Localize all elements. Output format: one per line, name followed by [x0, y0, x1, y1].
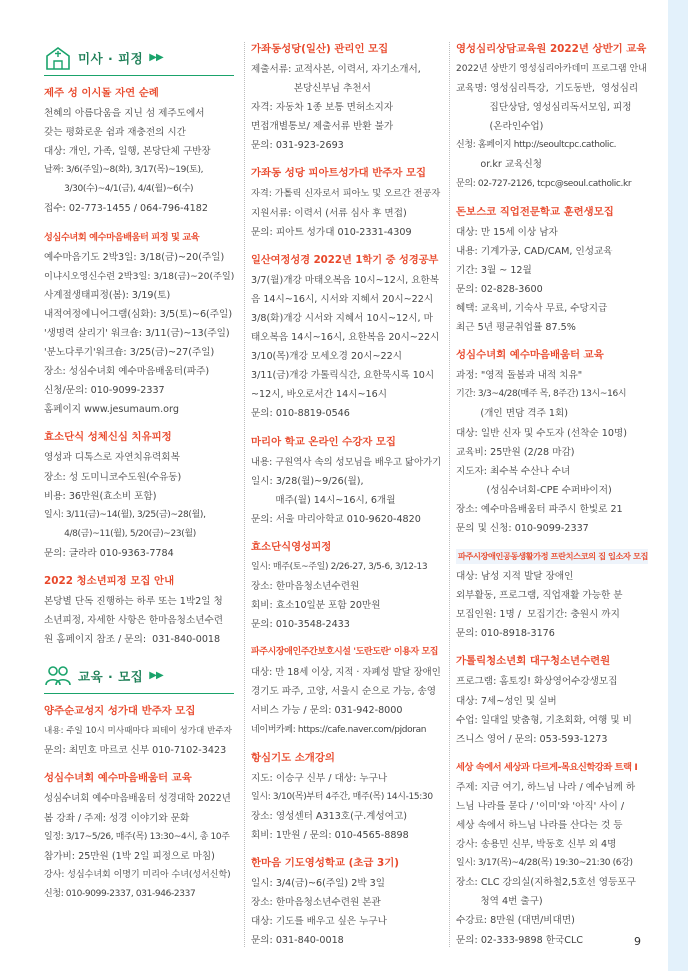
notice-item [44, 704, 234, 760]
notice-line: 최근 5년 평균취업률 87.5% [456, 322, 576, 334]
notice-line: 태오복음 14시~16시, 요한복음 20시~22시 [251, 332, 440, 344]
notice-line: 면접개별통보/ 제출서류 반환 불가 [251, 121, 394, 133]
notice-line: 수업: 일대일 맞춤형, 기초회화, 여행 및 비 [456, 714, 632, 726]
notice-line: 참가비: 25만원 (1박 2일 피정으로 마침) [44, 850, 215, 862]
notice-line: 3/7(월)개강 마태오복음 10시~12시, 요한복 [251, 274, 440, 286]
notice-line: '분노다루기'워크숍: 3/25(금)~27(주일) [44, 347, 215, 359]
notice-item [456, 760, 648, 950]
notice-line: 장소: 예수마음배움터 파주시 한빛로 21 [456, 503, 623, 515]
notice-title: 제주 성 이시돌 자연 순례 [44, 87, 159, 99]
notice-line: 일정: 3/17~5/26, 매주(목) 13:30~4시, 총 10주 [44, 831, 230, 842]
notice-line: 일시: 매주(토~주일) 2/26-27, 3/5-6, 3/12-13 [251, 561, 428, 572]
notice-line: 대상: 기도를 배우고 싶은 누구나 [251, 916, 387, 928]
arrow-icons: ▶▶ [149, 52, 163, 63]
notice-item [251, 856, 441, 950]
notice-line: 4/8(금)~11(월), 5/20(금)~23(월) [44, 528, 196, 539]
notice-item [251, 166, 441, 241]
notice-title: 영성심리상담교육원 2022년 상반기 교육 [456, 43, 647, 55]
notice-line: 내용: 구원역사 속의 성모님을 배우고 닮아가기 [251, 456, 442, 468]
notice-item [251, 435, 441, 529]
notice-line: 장소: 한마음청소년수련원 [251, 580, 360, 592]
notice-title: 효소단식 성체신심 치유피정 [44, 431, 172, 444]
notice-line: 기간: 3월 ~ 12월 [456, 264, 532, 276]
notice-line: 비용: 36만원(효소비 포함) [44, 490, 157, 502]
notice-list [251, 42, 441, 950]
notice-line: 문의: 최민호 마르코 신부 010-7102-3423 [44, 745, 227, 757]
notice-line: 대상: 개인, 가족, 일행, 본당단체 구반장 [44, 146, 211, 158]
notice-line: 접수: 02-773-1455 / 064-796-4182 [44, 203, 208, 215]
notice-title: 성심수녀회 예수마음배움터 교육 [456, 349, 604, 362]
notice-line: 내적여정에니어그램(심화): 3/5(토)~6(주일) [44, 308, 233, 320]
notice-line: 일시: 3/17(목)~4/28(목) 19:30~21:30 (6강) [456, 858, 633, 869]
notice-line: 문의: 010-8819-0546 [251, 408, 350, 420]
notice-line: 과정: "영적 돌봄과 내적 치유" [456, 370, 583, 382]
section-header-education [44, 660, 234, 694]
notice-line: 회비: 1만원 / 문의: 010-4565-8898 [251, 829, 409, 841]
education-list [44, 704, 234, 904]
notice-line: '생명력 살리기' 워크숍: 3/11(금)~13(주일) [44, 327, 230, 339]
column-divider [449, 42, 450, 947]
notice-line: 문의: 010-3548-2433 [251, 619, 350, 631]
notice-item [456, 549, 648, 643]
notice-line: 교육명: 영성심리특강, 기도동반, 영성심리 [456, 83, 639, 95]
notice-title: 파주시장애인공동생활가정 프란치스코의 집 입소자 모집 [456, 549, 648, 564]
notice-line: 문의: 02-727-2126, tcpc@seoul.catholic.kr [456, 178, 632, 189]
church-icon [44, 45, 72, 71]
notice-line: 문의: 010-8918-3176 [456, 628, 555, 640]
notice-line: 예수마음기도 2박3일: 3/18(금)~20(주일) [44, 251, 225, 263]
notice-line: 지도: 이승구 신부 / 대상: 누구나 [251, 772, 388, 784]
notice-item [44, 771, 234, 904]
notice-line: (개인 면담 격주 1회) [456, 408, 569, 420]
notice-line: 모집인원: 1명 / 모집기간: 충원시 까지 [456, 609, 620, 621]
column-1 [44, 42, 234, 915]
notice-line: 자격: 가톨릭 신자로서 피아노 및 오르간 전공자 [251, 188, 441, 200]
notice-line: 외부활동, 프로그램, 직업재활 가능한 분 [456, 590, 623, 602]
notice-line: 문의: 02-828-3600 [456, 283, 543, 295]
notice-line: 대상: 일반 신자 및 수도자 (선착순 10명) [456, 427, 627, 439]
notice-item [456, 42, 648, 194]
notice-line: 사계절생태피정(봄): 3/19(토) [44, 289, 171, 301]
notice-title: 세상 속에서 세상과 다르게-목요신학강좌 트랙 I [456, 761, 638, 773]
notice-line: 일시: 3/10(목)부터 4주간, 매주(목) 14시-15:30 [251, 791, 433, 802]
notice-line: 네이버카페: https://cafe.naver.com/pjdoran [251, 724, 427, 735]
notice-line: ~12시, 바오로서간 14시~16시 [251, 389, 387, 401]
notice-line: 강사: 성심수녀회 이명기 미리아 수녀(성서신학) [44, 869, 231, 880]
notice-item [44, 230, 234, 420]
notice-item [44, 430, 234, 563]
notice-item [456, 205, 648, 338]
notice-line: 음 14시~16시, 시서와 지혜서 20시~22시 [251, 293, 434, 305]
notice-line: 문의: 글라라 010-9363-7784 [44, 547, 174, 559]
notice-line: 문의: 서울 마리아학교 010-9620-4820 [251, 513, 421, 525]
notice-line: 2022년 상반기 영성심리아카데미 프로그램 안내 [456, 64, 647, 74]
notice-line: 대상: 만 15세 이상 남자 [456, 226, 558, 238]
notice-line: 교육비: 25만원 (2/28 마감) [456, 446, 575, 458]
notice-line: 대상: 7세~성인 및 실버 [456, 695, 557, 707]
notice-title: 2022 청소년피정 모집 안내 [44, 574, 175, 587]
mass-list [44, 86, 234, 649]
notice-item [251, 42, 441, 155]
notice-line: 신청/문의: 010-9099-2337 [44, 385, 165, 397]
notice-line: 집단상담, 영성심리독서모임, 피정 [456, 102, 632, 114]
notice-line: 장소: 성 도미니코수도원(수유동) [44, 471, 182, 483]
notice-line: (온라인수업) [456, 121, 544, 133]
notice-line: 갖는 평화로운 쉼과 재충전의 시간 [44, 127, 186, 139]
notice-title: 한마음 기도영성학교 (초급 3기) [251, 857, 400, 869]
notice-line: 봄 강좌 / 주제: 성경 이야기와 문화 [44, 812, 190, 824]
notice-line: 자격: 자동차 1종 보통 면허소지자 [251, 102, 394, 114]
section-header-mass [44, 42, 234, 76]
notice-title: 일산여정성경 2022년 1학기 중 성경공부 [251, 254, 439, 266]
page-number: 9 [634, 935, 641, 948]
notice-line: 3/11(금)개강 가톨릭식간, 요한묵시록 10시 [251, 370, 435, 382]
notice-line: 주제: 지금 여기, 하느님 나라 / 예수님께 하 [456, 781, 636, 793]
notice-item [251, 540, 441, 634]
notice-line: 장소: 한마음청소년수련원 본관 [251, 897, 381, 909]
notice-item [251, 751, 441, 845]
notice-title: 가톨릭청소년회 대구청소년수련원 [456, 655, 611, 668]
notice-line: 성심수녀회 예수마음배움터 성경대학 2022년 [44, 793, 231, 805]
people-icon [44, 663, 72, 689]
notice-line: 회비: 효소10일분 포함 20만원 [251, 600, 381, 612]
notice-line: 날짜: 3/6(주일)~8(화), 3/17(목)~19(토), [44, 165, 204, 176]
notice-line: (성심수녀회-CPE 수퍼바이저) [456, 484, 612, 496]
notice-title: 마리아 학교 온라인 수강자 모집 [251, 435, 396, 448]
notice-item [44, 574, 234, 649]
notice-line: 본당신부님 추천서 [251, 83, 371, 95]
notice-line: 기간: 3/3~4/28(매주 목, 8주간) 13시~16시 [456, 389, 627, 400]
notice-line: 문의: 031-923-2693 [251, 140, 344, 152]
notice-line: 본당별 단독 진행하는 하루 또는 1박2일 청 [44, 595, 223, 607]
column-divider [244, 42, 245, 947]
notice-line: 원 홈페이지 참조 / 문의: 031-840-0018 [44, 634, 221, 646]
notice-line: 신청: 홈페이지 http://seoultcpc.catholic. [456, 140, 617, 151]
notice-line: 대상: 만 18세 이상, 지적 · 자폐성 발달 장애인 [251, 667, 441, 679]
notice-title: 성심수녀회 예수마음배움터 교육 [44, 772, 192, 785]
notice-line: 천혜의 아름다움을 지닌 섬 제주도에서 [44, 108, 205, 119]
notice-line: 느님 나라를 묻다 / '이미'와 '아직' 사이 / [456, 800, 625, 812]
notice-item [456, 654, 648, 748]
notice-line: 혜택: 교육비, 기숙사 무료, 수당지급 [456, 303, 608, 315]
notice-line: 3/10(목)개강 모세오경 20시~22시 [251, 351, 402, 363]
notice-line: 프로그램: 홈토킹! 화상영어수강생모집 [456, 676, 618, 688]
notice-line: 문의: 02-333-9898 한국CLC [456, 934, 584, 946]
notice-line: 일시: 3/28(월)~9/26(월), [251, 475, 364, 487]
notice-line: 소년피정, 자세한 사항은 한마음청소년수련 [44, 615, 224, 627]
notice-item [251, 253, 441, 424]
notice-line: 즈니스 영어 / 문의: 053-593-1273 [456, 733, 608, 745]
notice-title: 양주순교성지 성가대 반주자 모집 [44, 705, 196, 718]
notice-line: 일시: 3/4(금)~6(주일) 2박 3일 [251, 878, 386, 889]
notice-line: 문의 및 신청: 010-9099-2337 [456, 522, 589, 534]
arrow-icons: ▶▶ [149, 670, 163, 682]
notice-title: 항심기도 소개강의 [251, 751, 335, 764]
notice-line: 제출서류: 교적사본, 이력서, 자기소개서, [251, 64, 421, 75]
notice-line: 3/8(화)개강 시서와 지혜서 10시~12시, 마 [251, 312, 433, 324]
notice-line: 지원서류: 이력서 (서류 심사 후 면접) [251, 207, 407, 219]
side-color-bar [668, 0, 688, 971]
column-2 [251, 42, 441, 961]
notice-line: 3/30(수)~4/1(금), 4/4(월)~6(수) [44, 184, 194, 195]
notice-line: 내용: 기계가공, CAD/CAM, 인성교육 [456, 245, 613, 257]
notice-line: 수강료: 8만원 (대면/비대면) [456, 915, 575, 927]
notice-line: 강사: 송용민 신부, 박동호 신부 외 4명 [456, 839, 617, 851]
notice-title: 돈보스코 직업전문학교 훈련생모집 [456, 205, 614, 218]
notice-line: 이냐시오영신수련 2박3일: 3/18(금)~20(주일) [44, 270, 235, 282]
notice-line: 세상 속에서 하느님 나라를 산다는 것 등 [456, 820, 623, 831]
notice-line: 청역 4번 출구) [456, 896, 543, 908]
notice-line: 문의: 031-840-0018 [251, 935, 344, 947]
notice-line: 대상: 남성 지적 발달 장애인 [456, 571, 574, 583]
notice-line: 홈페이지 www.jesumaum.org [44, 404, 179, 416]
notice-title: 효소단식영성피정 [251, 540, 332, 553]
notice-item [251, 645, 441, 739]
section-title: 미사 · 피정 [78, 50, 144, 66]
notice-line: 내용: 주일 10시 미사때마다 피테이 성가대 반주자 [44, 726, 232, 737]
column-3 [456, 42, 648, 961]
notice-list [456, 42, 648, 950]
notice-title: 성심수녀회 예수마음배움터 피정 및 교육 [44, 231, 200, 243]
notice-line: 장소: CLC 강의실(지하철2,5호선 영등포구 [456, 877, 636, 889]
notice-item [456, 348, 648, 538]
notice-line: 일시: 3/11(금)~14(월), 3/25(금)~28(월), [44, 509, 206, 520]
notice-line: 신청: 010-9099-2337, 031-946-2337 [44, 888, 196, 899]
notice-line: or.kr 교육신청 [456, 159, 542, 171]
notice-line: 장소: 성심수녀회 예수마음배움터(파주) [44, 366, 210, 378]
notice-line: 매주(월) 14시~16시, 6개월 [251, 494, 396, 506]
notice-title: 가좌동성당(일산) 관리인 모집 [251, 43, 389, 55]
notice-line: 문의: 피아트 성가대 010-2331-4309 [251, 226, 412, 238]
notice-line: 지도자: 최수복 수산나 수녀 [456, 465, 571, 477]
section-title: 교육 · 모집 [78, 668, 144, 684]
notice-title: 가좌동 성당 피아트성가대 반주자 모집 [251, 167, 427, 180]
notice-item [44, 86, 234, 219]
notice-line: 장소: 영성센터 A313호(구.계성여고) [251, 810, 407, 822]
notice-line: 경기도 파주, 고양, 서울시 순으로 가능, 송영 [251, 686, 436, 698]
notice-title: 파주시장애인주간보호시설 '도란도란' 이용자 모집 [251, 647, 439, 658]
notice-line: 서비스 가능 / 문의: 031-942-8000 [251, 705, 403, 717]
notice-line: 영성과 디톡스로 자연치유력회복 [44, 452, 180, 464]
